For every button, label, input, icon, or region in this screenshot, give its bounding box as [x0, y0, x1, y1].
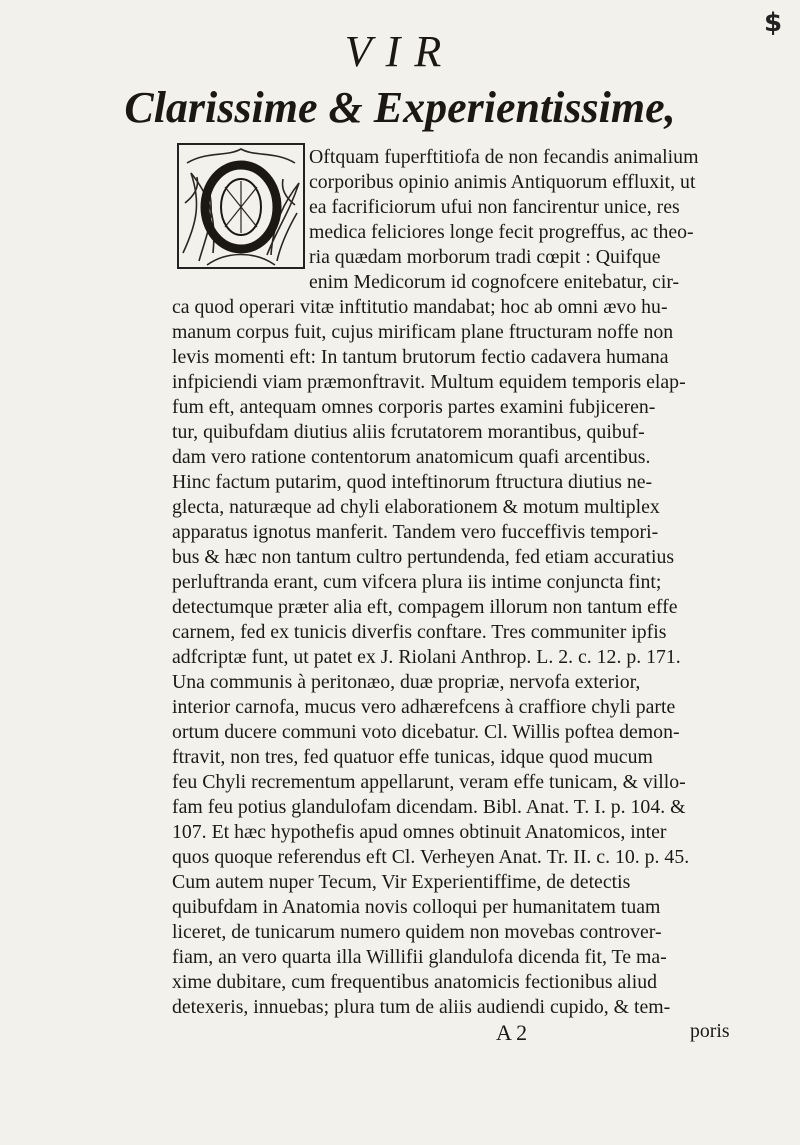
text-line: ria quædam morborum tradi cœpit : Quifque	[309, 246, 661, 268]
running-head: VIR	[344, 27, 456, 76]
catchword: poris	[690, 1020, 730, 1042]
page-mark: $	[764, 8, 783, 38]
text-line: fam feu potius glandulofam dicendam. Bibl. Anat. T. I. p. 104. &	[172, 796, 686, 818]
text-line: fiam, an vero quarta illa Willifii glandulofa dicenda fit, Te ma-	[172, 946, 667, 968]
text-line: Una communis à peritonæo, duæ propriæ, nervofa exterior,	[172, 671, 641, 693]
text-line: adfcriptæ funt, ut patet ex J. Riolani Anthrop. L. 2. c. 12. p. 171.	[172, 646, 681, 668]
text-line: quos quoque referendus eft Cl. Verheyen Anat. Tr. II. c. 10. p. 45.	[172, 846, 690, 868]
text-line: ea facrificiorum ufui non fancirentur unice, res	[309, 196, 680, 218]
text-line: detexeris, innuebas; plura tum de aliis audiendi cupido, & tem-	[172, 996, 671, 1018]
text-line: 107. Et hæc hypothefis apud omnes obtinuit Anatomicos, inter	[172, 821, 667, 843]
text-line: glecta, naturæque ad chyli elaborationem & motum multiplex	[172, 496, 660, 518]
text-line: Hinc factum putarim, quod inteftinorum ftructura diutius ne-	[172, 471, 653, 493]
text-line: perluftranda erant, cum vifcera plura iis intime conjuncta fint;	[172, 571, 662, 593]
text-line: apparatus ignotus manferit. Tandem vero fucceffivis tempori-	[172, 521, 659, 543]
text-line: xime dubitare, cum frequentibus anatomicis fectionibus aliud	[172, 971, 658, 993]
text-line: feu Chyli recrementum appellarunt, veram effe tunicam, & villo-	[172, 771, 686, 793]
text-line: dam vero ratione contentorum anatomicum quafi arcentibus.	[172, 446, 651, 468]
text-line: bus & hæc non tantum cultro pertundenda, fed etiam accuratius	[172, 546, 675, 568]
text-line: liceret, de tunicarum numero quidem non movebas controver-	[172, 921, 662, 943]
text-line: medica feliciores longe fecit progreffus, ac theo-	[309, 221, 694, 243]
text-line: enim Medicorum id cognofcere enitebatur, cir-	[309, 271, 680, 293]
ornamental-initial-o-icon	[177, 143, 305, 269]
text-line: quibufdam in Anatomia novis colloqui per humanitatem tuam	[172, 896, 661, 918]
text-line: interior carnofa, mucus vero adhærefcens à craffiore chyli parte	[172, 696, 676, 718]
text-line: manum corpus fuit, cujus mirificam plane ftructuram noffe non	[172, 321, 674, 343]
text-line: detectumque præter alia eft, compagem illorum non tantum effe	[172, 596, 678, 618]
text-line: Oftquam fuperftitiofa de non fecandis animalium	[309, 146, 699, 168]
text-line: tur, quibufdam diutius aliis fcrutatorem morantibus, quibuf-	[172, 421, 645, 443]
salutation-heading: Clarissime & Experientissime,	[124, 83, 676, 132]
text-line: infpiciendi viam præmonftravit. Multum equidem temporis elap-	[172, 371, 686, 393]
text-line: corporibus opinio animis Antiquorum effluxit, ut	[309, 171, 696, 193]
text-line: fum eft, antequam omnes corporis partes examini fubjiceren-	[172, 396, 656, 418]
text-line: Cum autem nuper Tecum, Vir Experientiffime, de detectis	[172, 871, 631, 893]
text-line: ca quod operari vitæ inftitutio mandabat; hoc ab omni ævo hu-	[172, 296, 668, 318]
text-line: levis momenti eft: In tantum brutorum fectio cadavera humana	[172, 346, 669, 368]
signature-mark: A 2	[496, 1020, 528, 1045]
text-line: ftravit, non tres, fed quatuor effe tunicas, idque quod mucum	[172, 746, 653, 768]
text-line: ortum ducere communi voto dicebatur. Cl. Willis poftea demon-	[172, 721, 680, 743]
text-line: carnem, fed ex tunicis diverfis conftare. Tres communiter ipfis	[172, 621, 667, 643]
